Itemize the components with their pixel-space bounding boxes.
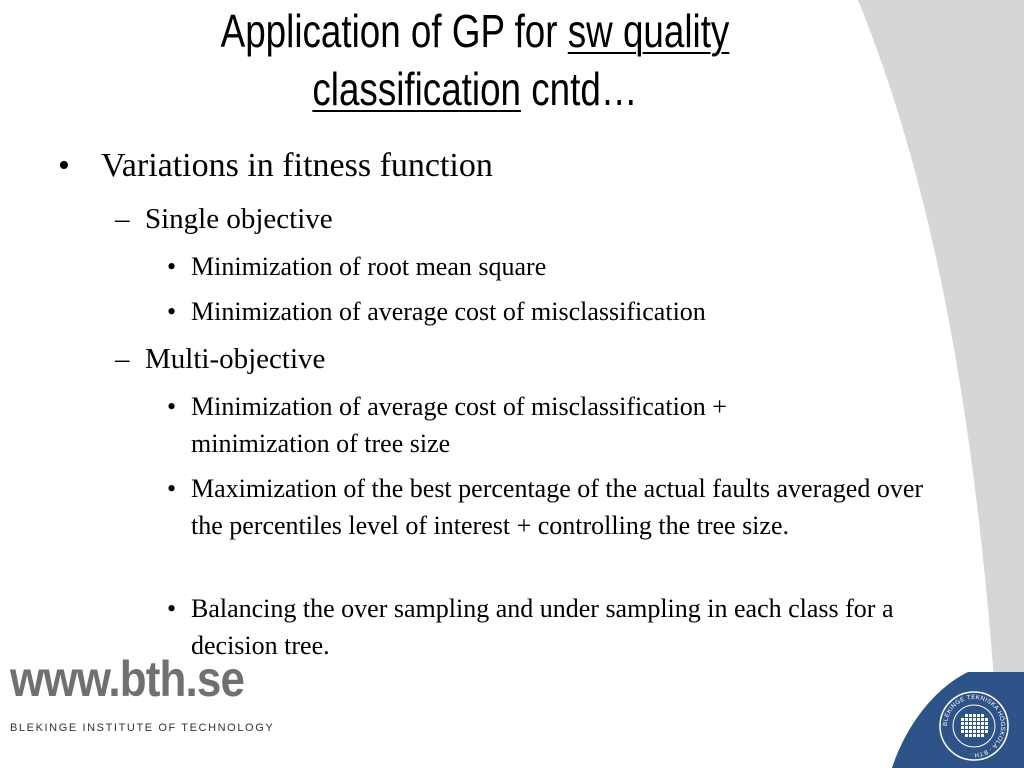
bullet-dot-icon: •: [167, 252, 177, 281]
bullet-dot-icon: •: [58, 147, 70, 184]
sub-sub-bullet: [167, 248, 927, 285]
title-text-2: cntd…: [521, 63, 638, 115]
sub-sub-bullet-text: Maximization of the best percentage of the actual faults averaged over the percentiles level of interest + controlling the tree size.: [191, 474, 924, 540]
bullet-text: Variations in fitness function: [101, 147, 493, 184]
slide-title: [175, 2, 775, 118]
sub-sub-bullet-text: Minimization of average cost of misclassification + minimization of tree size: [191, 392, 727, 458]
sub-sub-bullet: [167, 293, 927, 330]
seal-grid-icon: [961, 714, 988, 737]
bullet-dot-icon: •: [167, 392, 177, 421]
bullet-dot-icon: •: [167, 594, 177, 623]
sub-sub-bullet: [167, 590, 927, 664]
sub-bullet-text: Multi-objective: [145, 343, 326, 375]
title-link-classification[interactable]: classification: [312, 63, 522, 115]
title-text-1: Application of GP for: [220, 5, 568, 57]
bth-seal-logo: [938, 690, 1010, 762]
dash-icon: –: [115, 203, 130, 235]
sub-sub-bullet-text: Minimization of root mean square: [191, 252, 547, 281]
sub-bullet-text: Single objective: [145, 203, 333, 235]
sub-sub-bullet-text: Balancing the over sampling and under sampling in each class for a decision tree.: [191, 594, 894, 660]
sub-sub-bullet-text: Minimization of average cost of misclassification: [191, 297, 706, 326]
sub-sub-bullet: [167, 388, 927, 462]
title-link-sw-quality[interactable]: sw quality: [567, 5, 730, 57]
bullet-dot-icon: •: [167, 297, 177, 326]
dash-icon: –: [115, 343, 130, 375]
seal-text: BLEKINGE TEKNISKA HÖGSKOLA · BTH ·: [941, 693, 1007, 759]
footer-institute-name: BLEKINGE INSTITUTE OF TECHNOLOGY: [10, 722, 275, 734]
sub-sub-bullet: [167, 470, 927, 544]
bullet-dot-icon: •: [167, 474, 177, 503]
footer-url-logo: www.bth.se: [10, 651, 245, 707]
